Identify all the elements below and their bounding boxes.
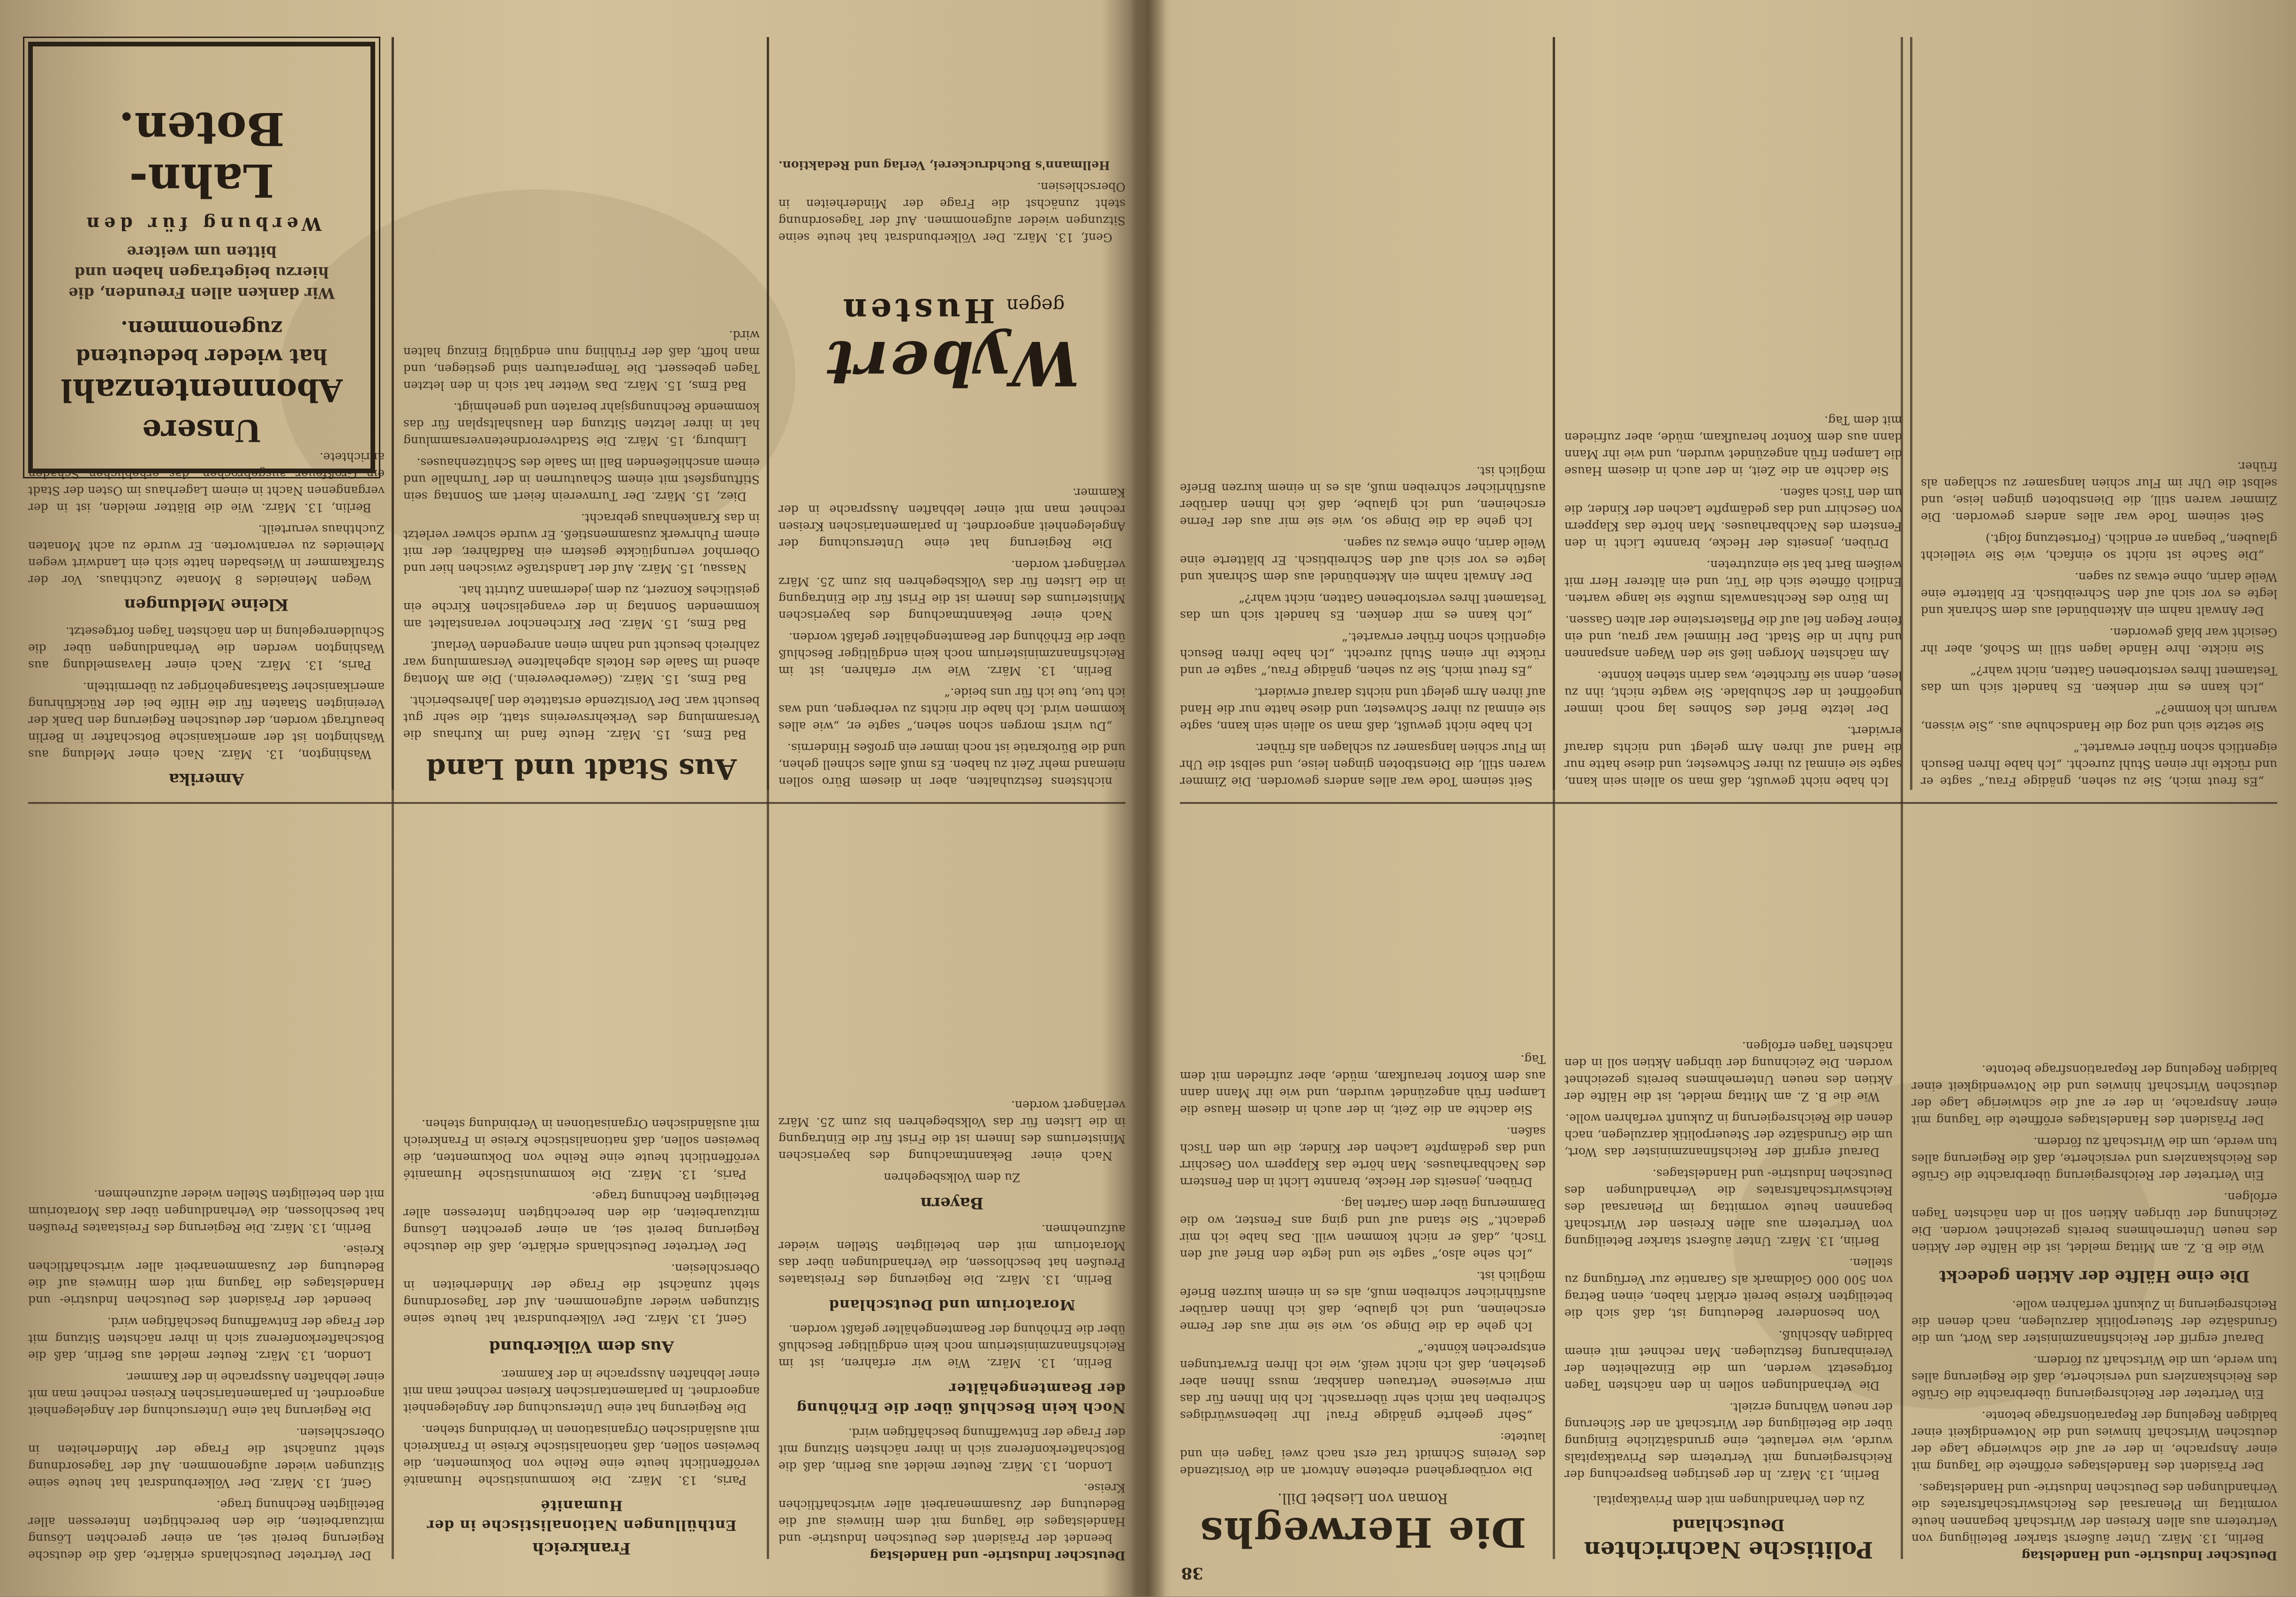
novel-paragraph: Der Anwalt nahm ein Aktenbündel aus dem Schrank und legte es vor sich auf den Schreibtisch. Er blätterte eine Weile darin, ohne etwas zu sagen. bbox=[1180, 537, 1546, 584]
column-rule bbox=[1910, 37, 1912, 790]
subscriber-announcement-box bbox=[28, 42, 375, 473]
left-page bbox=[1152, 0, 2296, 1597]
article-paragraph: Die Verhandlungen sollen in den nächsten Tagen fortgesetzt werden, um die Einzelheiten der Vereinbarung festzulegen. Man rechnet mit einem baldigen Abschluß. bbox=[1564, 1328, 1893, 1393]
article-paragraph: Washington, 13. März. Nach einer Meldung aus Washington ist der amerikanische Botschafter in Berlin beauftragt worden, der deutschen Regierung den Dank der Vereinigten Staaten für die Hilfe bei der Rückführung amerikanischer Staatsangehöriger zu übermitteln. bbox=[28, 680, 385, 761]
article-paragraph: Nach einer Bekanntmachung des bayerischen Ministeriums des Innern ist die Frist für die Eintragung in die Listen für das Volksbegehren bis zum 25. März verlängert worden. bbox=[778, 1098, 1125, 1163]
novel-paragraph: „Ich kann es mir denken. Es handelt sich um das Testament Ihres verstorbenen Gatten, nicht wahr?“ bbox=[1921, 664, 2277, 695]
box-line-lahn-boten: Lahn-Boten. bbox=[119, 102, 285, 207]
politics-intro: Zu den Verhandlungen mit dem Privatkapital. bbox=[1593, 1493, 1865, 1507]
article-paragraph: Berlin, 13. März. Wie wir erfahren, ist im Reichsfinanzministerium noch kein endgültiger Beschluß über die Erhöhung der Beamtengehälter gefaßt worden. bbox=[778, 630, 1125, 678]
box-line-dank: Wir danken allen Freunden, die hierzu beigetragen haben und bitten um weitere bbox=[68, 243, 335, 302]
article-paragraph: Paris, 13. März. Die kommunistische Humanité veröffentlicht heute eine Reihe von Dokumenten, die beweisen sollen, daß nationalistische Kreise in Frankreich mit ausländischen Organisationen in Verbindung stehen. bbox=[403, 1423, 760, 1487]
article-paragraph: Von besonderer Bedeutung ist, daß sich die beteiligten Kreise bereit erklärt haben, einen Betrag von 500 000 Goldmark als Garantie zur Verfügung zu stellen. bbox=[1564, 1256, 1893, 1320]
article-paragraph: Genf, 13. März. Der Völkerbundsrat hat heute seine Sitzungen wieder aufgenommen. Auf der Tagesordnung steht zunächst die Frage der Minderheiten in Oberschlesien. bbox=[778, 180, 1125, 244]
article-paragraph: Der Vertreter Deutschlands erklärte, daß die deutsche Regierung bereit sei, an einer gerechten Lösung mitzuarbeiten, die den berechtigten Interessen aller Beteiligten Rechnung trage. bbox=[28, 1498, 385, 1562]
kleine-meldungen-heading: Kleine Meldungen bbox=[124, 595, 289, 614]
stadt-land-column bbox=[403, 28, 760, 790]
local-paragraph: Limburg, 15. März. Die Stadtverordnetenversammlung hat in ihrer letzten Sitzung den Haushaltsplan für das kommende Rechnungsjahr beraten und genehmigt. bbox=[403, 401, 760, 448]
article-paragraph: Die Regierung hat eine Untersuchung der Angelegenheit angeordnet. In parlamentarischen Kreisen rechnet man mit einer lebhaften Aussprache in der Kammer. bbox=[403, 1368, 760, 1415]
novel-column-lower-2 bbox=[1564, 28, 1902, 790]
box-line-werbung: Werbung für den bbox=[82, 213, 322, 235]
box-line-unsere: Unsere bbox=[142, 413, 261, 448]
novel-paragraph: „Es freut mich, Sie zu sehen, gnädige Frau,“ sagte er und rückte ihr einen Stuhl zurecht. „Ich habe Ihren Besuch eigentlich schon früher erwartet.“ bbox=[1180, 630, 1546, 678]
novel-paragraph: Ich habe nicht gewußt, daß man so allein sein kann, sagte sie einmal zu ihrer Schwester, und diese hatte nur die Hand auf ihren Arm gelegt und nichts darauf erwidert. bbox=[1180, 686, 1546, 733]
article-paragraph: Paris, 13. März. Die kommunistische Humanité veröffentlicht heute eine Reihe von Dokumenten, die beweisen sollen, daß nationalistische Kreise in Frankreich mit ausländischen Organisationen in Verbindung stehen. bbox=[403, 1117, 760, 1181]
local-paragraph: Bad Ems, 15. März. (Gewerbeverein.) Die am Montag abend im Saale des Hotels abgehaltene Versammlung war zahlreich besucht und nahm einen anregenden Verlauf. bbox=[403, 639, 760, 686]
novel-paragraph: Die vorübergehend erbetene Antwort an die Vorsitzende des Vereins Schmidt traf erst nach zwei Tagen ein und lautete: bbox=[1180, 1430, 1546, 1478]
article-paragraph: Nach einer Bekanntmachung des bayerischen Ministeriums des Innern ist die Frist für die Eintragung in die Listen für das Volksbegehren bis zum 25. März verlängert worden. bbox=[778, 558, 1125, 622]
amerika-heading: Amerika bbox=[168, 770, 244, 788]
novel-paragraph: Drüben, jenseits der Hecke, brannte Licht in den Fenstern des Nachbarhauses. Man hörte das Klappern von Geschirr und das gedämpfte Lachen der Kinder, die um den Tisch saßen. bbox=[1564, 486, 1902, 550]
horizontal-rule bbox=[28, 802, 1125, 804]
article-paragraph: London, 13. März. Reuter meldet aus Berlin, daß die Botschafterkonferenz sich in ihrer nächsten Sitzung mit der Frage der Entwaffnung beschäftigen wird. bbox=[778, 1426, 1125, 1473]
novel-paragraph: Seit seinem Tode war alles anders geworden. Die Zimmer waren still, die Dienstboten gingen leise, und selbst die Uhr im Flur schien langsamer zu schlagen als früher. bbox=[1921, 460, 2277, 524]
ad-gegen: gegen bbox=[1006, 295, 1065, 316]
article-paragraph: beendet der Präsident des Deutschen Industrie- und Handelstages die Tagung mit dem Hinweis auf die Bedeutung der Zusammenarbeit aller wirtschaftlichen Kreise. bbox=[778, 1481, 1125, 1545]
column-rule bbox=[392, 37, 394, 790]
moratorium-heading: Moratorium und Deutschland bbox=[829, 1296, 1075, 1313]
box-line-zugenommen: zugenommen. bbox=[121, 316, 283, 340]
article-paragraph: Berlin, 13. März. Wie die Blätter melden, ist in der vergangenen Nacht in einem Lagerhaus im Osten der Stadt ein Großfeuer ausgebrochen, das erheblichen Schaden anrichtete. bbox=[28, 450, 385, 515]
article-paragraph: nichtstens festzuhalten, aber in diesem Büro sollen niemand mehr Zeit zu haben. Es muß alles schnell gehen, und die Bürokratie ist noch immer ein großes Hindernis. bbox=[778, 741, 1125, 788]
novel-paragraph: Sie nickte. Ihre Hände lagen still im Schoß, aber ihr Gesicht war blaß geworden. bbox=[1921, 626, 2277, 656]
bayern-heading: Bayern bbox=[920, 1194, 984, 1212]
column-rule bbox=[767, 37, 769, 790]
horizontal-rule bbox=[1180, 802, 2277, 804]
local-paragraph: Nassau, 15. März. Auf der Landstraße zwischen hier und Obernhof verunglückte gestern ein Radfahrer, der mit einem Fuhrwerk zusammenstieß. Er wurde schwer verletzt in das Krankenhaus gebracht. bbox=[403, 511, 760, 575]
box-line-bedeutend: hat wieder bedeutend bbox=[76, 344, 328, 368]
article-paragraph: Wie die B. Z. am Mittag meldet, ist die Hälfte der Aktien des neuen Unternehmens bereits gezeichnet worden. Die Zeichnung der übrigen Aktien soll in den nächsten Tagen erfolgen. bbox=[1911, 1190, 2277, 1255]
novel-paragraph: Sie setzte sich und zog die Handschuhe aus. „Sie wissen, warum ich komme?“ bbox=[1921, 703, 2277, 733]
article-paragraph: Ein Vertreter der Reichsregierung überbrachte die Grüße des Reichskanzlers und versicherte, daß die Regierung alles tun werde, um die Wirtschaft zu fördern. bbox=[1911, 1135, 2277, 1182]
novel-title: Die Herweghs bbox=[1199, 1508, 1526, 1556]
novel-paragraph: Der Anwalt nahm ein Aktenbündel aus dem Schrank und legte es vor sich auf den Schreibtisch. Er blätterte eine Weile darin, ohne etwas zu sagen. bbox=[1921, 570, 2277, 618]
article-paragraph: beendet der Präsident des Deutschen Industrie- und Handelstages die Tagung mit dem Hinweis auf die Bedeutung der Zusammenarbeit aller wirtschaftlichen Kreise. bbox=[28, 1243, 385, 1307]
right-page bbox=[0, 0, 1144, 1597]
novel-paragraph: „Sehr geehrte gnädige Frau! Ihr liebenswürdiges Schreiben hat mich sehr überrascht. Ich bin Ihnen für das mir erwiesene Vertrauen dankbar, muss Ihnen aber gestehen, daß ich nicht weiß, wie ich Ihren Erwartungen entsprechen könnte.“ bbox=[1180, 1341, 1546, 1423]
article-paragraph: Berlin, 13. März. Die Regierung des Freistaates Preußen hat beschlossen, die Verhandlungen über das Moratorium mit den beteiligten Stellen wieder aufzunehmen. bbox=[778, 1222, 1125, 1287]
article-paragraph: Ein Vertreter der Reichsregierung überbrachte die Grüße des Reichskanzlers und versicherte, daß die Regierung alles tun werde, um die Wirtschaft zu fördern. bbox=[1911, 1354, 2277, 1401]
wybert-ad bbox=[788, 255, 1116, 399]
article-paragraph: Genf, 13. März. Der Völkerbundsrat hat heute seine Sitzungen wieder aufgenommen. Auf der Tagesordnung steht zunächst die Frage der Minderheiten in Oberschlesien. bbox=[403, 1262, 760, 1326]
humanite-heading: Enthüllungen Nationalistische in der Humanité bbox=[426, 1497, 737, 1533]
local-paragraph: Bad Ems, 15. März. Der Kirchenchor veranstaltet am kommenden Sonntag in der evangelischen Kirche ein geistliches Konzert, zu dem jedermann Zutritt hat. bbox=[403, 583, 760, 631]
article-paragraph: Genf, 13. März. Der Völkerbundsrat hat heute seine Sitzungen wieder aufgenommen. Auf der Tagesordnung steht zunächst die Frage der Minderheiten in Oberschlesien. bbox=[28, 1426, 385, 1490]
frankreich-heading: Frankreich bbox=[532, 1539, 631, 1558]
salary-heading: Noch kein Beschluß über die Erhöhung der Beamtengehälter bbox=[796, 1380, 1125, 1416]
local-paragraph: Bad Ems, 15. März. Heute fand im Kurhaus die Versammlung des Verkehrsvereins statt, die sehr gut besucht war. Der Vorsitzende erstattete den Jahresbericht. bbox=[403, 694, 760, 742]
page-number: 38 bbox=[1181, 1564, 1203, 1582]
novel-paragraph: Ich gehe da die Dinge so, wie sie mir aus der Ferne erscheinen, und ich glaube, daß ich Ihnen darüber ausführlicher schreiben muß, als es in einem kurzen Briefe möglich ist. bbox=[1180, 464, 1546, 529]
article-paragraph: Der Präsident des Handelstages eröffnete die Tagung mit einer Ansprache, in der er auf die schwierige Lage der deutschen Wirtschaft hinwies und die Notwendigkeit einer baldigen Regelung der Reparationsfrage betonte. bbox=[1911, 1409, 2277, 1473]
article-paragraph: Die Regierung hat eine Untersuchung der Angelegenheit angeordnet. In parlamentarischen Kreisen rechnet man mit einer lebhaften Aussprache in der Kammer. bbox=[778, 486, 1125, 550]
imprint: Hellmann's Buchdruckerei, Verlag und Redaktion. bbox=[778, 159, 1110, 172]
half-shares-heading: Die eine Hälfte der Aktien gedeckt bbox=[1939, 1267, 2250, 1286]
novel-paragraph: Drüben, jenseits der Hecke, brannte Licht in den Fenstern des Nachbarhauses. Man hörte das Klappern von Geschirr und das gedämpfte Lachen der Kinder, die um den Tisch saßen. bbox=[1180, 1125, 1546, 1189]
novel-byline: Roman von Liesbet Dill. bbox=[1277, 1490, 1448, 1506]
article-paragraph: Wie die B. Z. am Mittag meldet, ist die Hälfte der Aktien des neuen Unternehmens bereits gezeichnet worden. Die Zeichnung der übrigen Aktien soll in den nächsten Tagen erfolgen. bbox=[1564, 1039, 1893, 1104]
article-paragraph: Berlin, 13. März. Unter äußerst starker Beteiligung von Vertretern aus allen Kreisen der Wirtschaft begannen heute vormittag im Plenarsaal des Reichswirtschaftsrates die Verhandlungen des Deutschen Industrie- und Handelstages. bbox=[1564, 1167, 1893, 1248]
industrie-kicker-cont: Deutscher Industrie- und Handelstag bbox=[869, 1548, 1125, 1562]
novel-paragraph: Ich gehe da die Dinge so, wie sie mir aus der Ferne erscheinen, und ich glaube, daß ich Ihnen darüber ausführlicher schreiben muß, als es in einem kurzen Briefe möglich ist. bbox=[1180, 1269, 1546, 1333]
article-paragraph: London, 13. März. Reuter meldet aus Berlin, daß die Botschafterkonferenz sich in ihrer nächsten Sitzung mit der Frage der Entwaffnung beschäftigen wird. bbox=[28, 1315, 385, 1362]
article-paragraph: Die Regierung hat eine Untersuchung der Angelegenheit angeordnet. In parlamentarischen Kreisen rechnet man mit einer lebhaften Aussprache in der Kammer. bbox=[28, 1370, 385, 1418]
article-paragraph: Wegen Meineides 8 Monate Zuchthaus. Vor der Strafkammer in Wiesbaden hatte sich ein Landwirt wegen Meineides zu verantworten. Er wurde zu acht Monaten Zuchthaus verurteilt. bbox=[28, 522, 385, 587]
politics-subheading: Deutschland bbox=[1672, 1515, 1785, 1534]
novel-column-lower-1 bbox=[1921, 28, 2277, 790]
novel-paragraph: Der letzte Brief des Sohnes lag noch immer ungeöffnet in der Schublade. Sie wagte nicht, ihn zu lesen, denn sie fürchtete, was darin stehen könnte. bbox=[1564, 669, 1902, 716]
bayern-subheading: Zu dem Volksbegehren bbox=[884, 1171, 1020, 1184]
article-paragraph: Darauf ergriff der Reichsfinanzminister das Wort, um die Grundsätze der Steuerpolitik darzulegen, nach denen die Reichsregierung in Zukunft verfahren wolle. bbox=[1564, 1112, 1893, 1159]
stadt-land-heading: Aus Stadt und Land bbox=[426, 752, 737, 785]
article-paragraph: Berlin, 13. März. Unter äußerst starker Beteiligung von Vertretern aus allen Kreisen der Wirtschaft begannen heute vormittag im Plenarsaal des Reichswirtschaftsrates die Verhandlungen des Deutschen Industrie- und Handelstages. bbox=[1911, 1481, 2277, 1545]
novel-paragraph: „Die Sache ist nicht so einfach, wie Sie vielleicht glauben,“ begann er endlich. (Fortsetzung folgt.) bbox=[1921, 532, 2277, 562]
novel-paragraph: „Es freut mich, Sie zu sehen, gnädige Frau,“ sagte er und rückte ihr einen Stuhl zurecht. „Ich habe Ihren Besuch eigentlich schon früher erwartet.“ bbox=[1921, 741, 2277, 788]
article-paragraph: „Du wirst morgen schon sehen,“ sagte er, „wie alles kommen wird. Ich habe dir nichts zu verbergen, und was ich tue, tue ich für uns beide.“ bbox=[778, 686, 1125, 733]
novel-paragraph: Seit seinem Tode war alles anders geworden. Die Zimmer waren still, die Dienstboten gingen leise, und selbst die Uhr im Flur schien langsamer zu schlagen als früher. bbox=[1180, 741, 1546, 788]
politics-heading: Politische Nachrichten bbox=[1584, 1536, 1873, 1563]
novel-paragraph: Sie dachte an die Zeit, in der auch in diesem Hause die Lampen früh angezündet wurden, und wie ihr Mann dann aus dem Kontor heraufkam, müde, aber zufrieden mit dem Tag. bbox=[1180, 1052, 1546, 1117]
ad-husten: Husten bbox=[839, 291, 995, 330]
novel-paragraph: Im Büro des Rechtsanwalts mußte sie lange warten. Endlich öffnete sich die Tür, und ein älterer Herr mit weißem Bart bat sie einzutreten. bbox=[1564, 558, 1902, 605]
voelkerbund-heading: Aus dem Völkerbund bbox=[489, 1337, 674, 1356]
misc-column-bottom bbox=[778, 28, 1125, 246]
novel-paragraph: Am nächsten Morgen ließ sie den Wagen anspannen und fuhr in die Stadt. Der Himmel war grau, und ein feiner Regen fiel auf die Pflastersteine der alten Gassen. bbox=[1564, 613, 1902, 661]
local-paragraph: Diez, 15. März. Der Turnverein feiert am Sonntag sein Stiftungsfest mit einem Schauturnen in der Turnhalle und einem anschließenden Ball im Saale des Schützenhauses. bbox=[403, 456, 760, 503]
novel-column-lower-3 bbox=[1180, 28, 1546, 790]
novel-paragraph: „Ich kann es mir denken. Es handelt sich um das Testament Ihres verstorbenen Gatten, nicht wahr?“ bbox=[1180, 592, 1546, 622]
article-paragraph: Paris, 13. März. Nach einer Havasmeldung aus Washington werden die Verhandlungen über die Schuldenregelung in den nächsten Tagen fortgesetzt. bbox=[28, 625, 385, 672]
column-rule bbox=[1553, 37, 1555, 790]
industrie-kicker: Deutscher Industrie- und Handelstag bbox=[2021, 1548, 2277, 1562]
article-paragraph: Berlin, 13. März. Wie wir erfahren, ist im Reichsfinanzministerium noch kein endgültiger Beschluß über die Erhöhung der Beamtengehälter gefaßt worden. bbox=[778, 1323, 1125, 1370]
article-paragraph: Berlin, 13. März. Die Regierung des Freistaates Preußen hat beschlossen, die Verhandlungen über das Moratorium mit den beteiligten Stellen wieder aufzunehmen. bbox=[28, 1188, 385, 1235]
article-paragraph: Darauf ergriff der Reichsfinanzminister das Wort, um die Grundsätze der Steuerpolitik darzulegen, nach denen die Reichsregierung in Zukunft verfahren wolle. bbox=[1911, 1298, 2277, 1346]
local-paragraph: Bad Ems, 15. März. Das Wetter hat sich in den letzten Tagen gebessert. Die Temperaturen sind gestiegen, und man hofft, daß der Frühling nun endgültig Einzug halten wird. bbox=[403, 328, 760, 393]
article-paragraph: Der Vertreter Deutschlands erklärte, daß die deutsche Regierung bereit sei, an einer gerechten Lösung mitzuarbeiten, die den berechtigten Interessen aller Beteiligten Rechnung trage. bbox=[403, 1189, 760, 1254]
novel-paragraph: „Ich sehe also,“ sagte sie und legte den Brief auf den Tisch, „daß er nicht kommen will. Das habe ich mir gedacht.“ Sie stand auf und ging ans Fenster, wo die Dämmerung über dem Garten lag. bbox=[1180, 1197, 1546, 1261]
article-paragraph: Der Präsident des Handelstages eröffnete die Tagung mit einer Ansprache, in der er auf die schwierige Lage der deutschen Wirtschaft hinwies und die Notwendigkeit einer baldigen Regelung der Reparationsfrage betonte. bbox=[1911, 1063, 2277, 1127]
box-line-abonnentenzahl: Abonnentenzahl bbox=[60, 372, 343, 409]
article-paragraph: Berlin, 13. März. In der gestrigen Besprechung der Reichsregierung mit Vertretern des Privatkapitals wurde, wie verlautet, eine grundsätzliche Einigung über die Beteiligung der Wirtschaft an der Sicherung der neuen Währung erzielt. bbox=[1564, 1400, 1893, 1482]
ad-brand: Wybert bbox=[824, 327, 1080, 399]
amerika-column bbox=[28, 450, 385, 790]
misc-column bbox=[778, 422, 1125, 790]
novel-paragraph: Ich habe nicht gewußt, daß man so allein sein kann, sagte sie einmal zu ihrer Schwester, und diese hatte nur die Hand auf ihren Arm gelegt und nichts darauf erwidert. bbox=[1564, 724, 1902, 788]
novel-paragraph: Sie dachte an die Zeit, in der auch in diesem Hause die Lampen früh angezündet wurden, und wie ihr Mann dann aus dem Kontor heraufkam, müde, aber zufrieden mit dem Tag. bbox=[1564, 414, 1902, 478]
